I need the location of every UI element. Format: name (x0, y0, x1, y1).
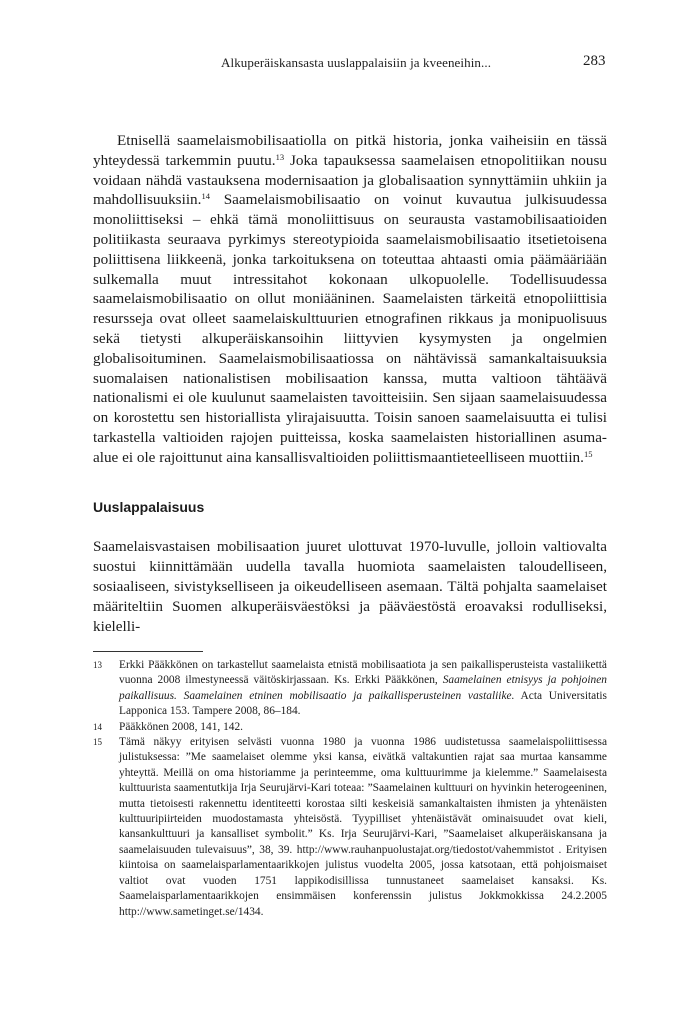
footnote-italic-title: Saamelainen etnisyys ja pohjoinen paikallisuus. Saamelainen etninen mobilisaatio ja paikallisperusteinen vastaliike. (119, 674, 607, 702)
paragraph-text: Saamelaismobilisaatio on voinut kuvautua julkisuudessa monoliittiseksi – ehkä tämä monoliittisuus on seurausta vastamobilisaatioiden politiikasta seuraava pyrkimys stereotypioida saamelaismobilisaatio itsetietoisena poliittisena liikkeenä, jonka tarkoituksena on toteuttaa ahtaasti omia päämääriään sulkemalla muut intressitahot kokonaan ulkopuolelle. Todellisuudessa saamelaismobilisaatio on ollut moniääninen. Saamelaisten tärkeitä etnopoliittisia resursseja ovat olleet saamelaiskulttuurien etnografinen rikkaus ja monipuolisuus sekä tietysti alkuperäiskansoihin liittyvien kysymysten ja ongelmien globalisoituminen. Saamelaismobilisaatiossa on nähtävissä samankaltaisuuksia suomalaisen nationalistisen mobilisaation kanssa, mutta valtioon tähtäävä nationalismi ei ole kuulunut saamelaisten tavoitteisiin. Sen sijaan saamelaisuudessa on korostettu sen historiallista ylirajaisuutta. Toisin sanoen saamelaisuutta ei tulisi tarkastella valtioiden rajojen puitteissa, koska saamelaisten historiallinen asuma-alue ei ole rajoittunut aina kansallisvaltioiden poliittismaantieteelliseen muottiin. (93, 191, 607, 466)
paragraph: Saamelaisvastaisen mobilisaation juuret ulottuvat 1970-luvulle, jolloin valtiovalta suostui kiinnittämään uudella tavalla huomiota saamelaisten taloudelliseen, sosiaaliseen, sivistykselliseen ja oikeudelliseen asemaan. Tältä pohjalta saamelaiset määriteltiin Suomen alkuperäisväestöksi ja pääväestöstä eroavaksi rodulliseksi, kielelli- (93, 538, 607, 635)
footnote-divider (93, 651, 203, 652)
body-text (93, 131, 607, 468)
footnote-ref: 15 (583, 448, 593, 459)
footnote-text: Erkki Pääkkönen on tarkastellut saamelaista etnistä mobilisaatiota ja sen paikallisperusteista vastaliikettä vuonna 2008 ilmestyneessä väitöskirjassaan. Ks. Erkki Pääkkönen, (119, 659, 607, 687)
paragraph-text: Joka tapauksessa saamelaisen etnopolitiikan nousu voidaan nähdä vastauksena modernisaation ja globalisaation synnyttämiin uhkiin ja mahdollisuuksiin. (93, 151, 607, 209)
footnote-number: 13 (93, 660, 102, 670)
running-title: Alkuperäiskansasta uuslappalaisiin ja kveeneihin... (221, 55, 492, 70)
footnote-ref: 13 (275, 151, 285, 162)
running-header (0, 55, 700, 75)
footnotes (93, 658, 607, 920)
page-number: 283 (583, 53, 606, 69)
paragraph (93, 131, 607, 468)
footnote (93, 720, 607, 735)
footnote-ref: 14 (201, 191, 210, 202)
footnote-text: Tämä näkyy erityisen selvästi vuonna 1980 ja vuonna 1986 uudistetussa saamelaispoliittisessa julistuksessa: ”Me saamelaiset olemme yksi kansa, eivätkä valtakuntien rajat saa murtaa kansamme yhteyttä. Meillä on oma historiamme ja perinteemme, oma kulttuurimme ja kielemme.” Saamelaisesta kulttuurista saamentutkija Irja Seurujärvi-Kari toteaa: ”Saamelainen kulttuuri on hyvinkin heterogeeninen, mutta tietoisesti rakennettu identiteetti korostaa silti keskeisiä samankaltaisten ihmisten ja yhtenäisten kulttuuripiirteiden muodostamasta yhteisöstä. Tyypilliset yhtenäistävät ominaisuudet ovat kieli, kansankulttuuri ja kansalliset symbolit.” Ks. Irja Seurujärvi-Kari, ”Saamelaiset alkuperäiskansana ja saamelaisuuden tulevaisuus”, 38, 39. http://www.rauhanpuolustajat.org/tiedostot/vahemmistot . Erityisen kiintoisa on saamelaisparlamentaarikkojen julistus vuodelta 2005, jossa katsotaan, että pohjoismaiset valtiot ovat vuoden 1751 lappikodisillissa tunnustaneet saamelaiset kansaksi. Ks. Saamelaisparlamentaarikkojen ensimmäisen konferenssin julistus Jokkmokkissa 24.2.2005 http://www.sametinget.se/1434. (119, 736, 607, 918)
footnote-number: 14 (93, 721, 102, 732)
section-heading: Uuslappalaisuus (93, 499, 205, 515)
footnote (93, 658, 607, 720)
paragraph-text: Etnisellä saamelaismobilisaatiolla on pitkä historia, jonka vaiheisiin en tässä yhteydessä tarkemmin puutu. (93, 132, 607, 169)
footnote (93, 735, 607, 920)
section-body (93, 537, 607, 637)
footnote-text: Acta Universitatis Lapponica 153. Tampere 2008, 86–184. (119, 689, 607, 718)
footnote-text: Pääkkönen 2008, 141, 142. (119, 720, 244, 733)
footnote-number: 15 (93, 737, 102, 748)
